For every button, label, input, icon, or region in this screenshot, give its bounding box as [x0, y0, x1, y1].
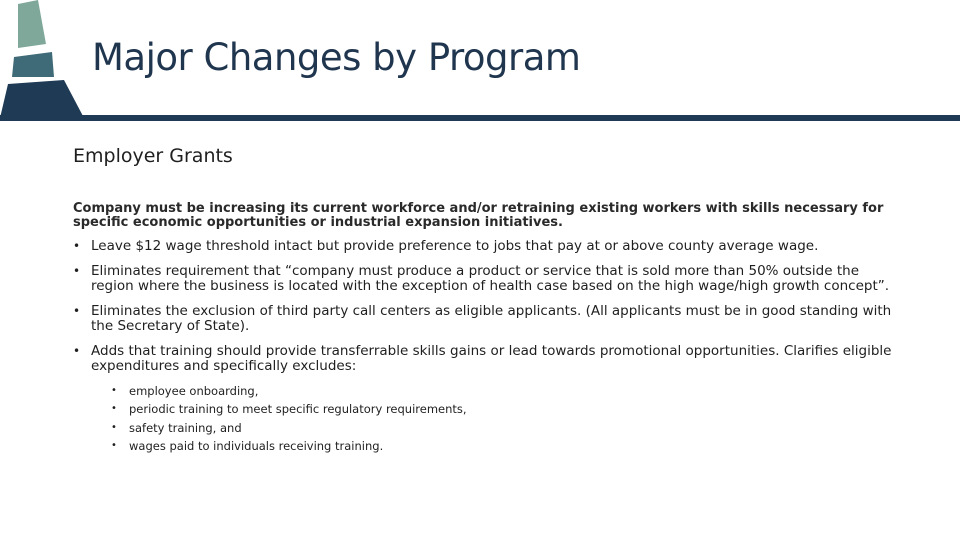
bullet-text: Eliminates the exclusion of third party call centers as eligible applicants. (All applicants must be in good standing with the Secretary of State).: [91, 302, 892, 334]
sub-bullet-marker: •: [111, 421, 117, 433]
logo-bottom-shape: [0, 80, 84, 118]
sub-bullet-text: wages paid to individuals receiving training.: [129, 439, 384, 453]
slide-body: [73, 202, 893, 465]
bullet-text: Leave $12 wage threshold intact but provide preference to jobs that pay at or above county average wage.: [91, 238, 819, 254]
bullet-item: [73, 264, 893, 295]
slide-title: Major Changes by Program: [92, 36, 581, 79]
bullet-item: [73, 304, 893, 335]
sub-bullet-list: [111, 382, 893, 456]
sub-bullet-item: [111, 382, 893, 401]
sub-bullet-item: [111, 437, 893, 456]
sub-bullet-item: [111, 419, 893, 438]
sub-bullet-marker: •: [111, 440, 117, 451]
bullet-list: [73, 239, 893, 456]
logo-top-shape: [18, 0, 46, 48]
logo-middle-shape: [12, 52, 54, 77]
bullet-marker: •: [73, 263, 81, 278]
sub-bullet-text: safety training, and: [129, 420, 242, 435]
bullet-text: Eliminates requirement that “company must produce a product or service that is sold more than 50% outside the region where the business is located with the exception of health case based on the high wage/high growth concept”.: [91, 262, 890, 294]
section-heading: Employer Grants: [73, 145, 233, 167]
sub-bullet-marker: •: [111, 403, 117, 414]
sub-bullet-item: [111, 400, 893, 419]
bullet-item: [73, 344, 893, 456]
sub-bullet-text: employee onboarding,: [129, 383, 259, 398]
sub-bullet-text: periodic training to meet specific regulatory requirements,: [129, 402, 467, 416]
bullet-marker: •: [73, 303, 81, 318]
bullet-text: Adds that training should provide transferrable skills gains or lead towards promotional opportunities. Clarifies eligible expenditures and specifically excludes:: [91, 342, 892, 374]
bullet-marker: •: [73, 343, 81, 358]
organization-logo-icon: [0, 0, 90, 122]
bullet-item: [73, 239, 893, 255]
bullet-marker: •: [73, 239, 81, 253]
sub-bullet-marker: •: [111, 384, 117, 396]
lead-statement: Company must be increasing its current workforce and/or retraining existing workers with skills necessary for specific economic opportunities or industrial expansion initiatives.: [73, 201, 884, 230]
title-divider: [0, 115, 960, 121]
